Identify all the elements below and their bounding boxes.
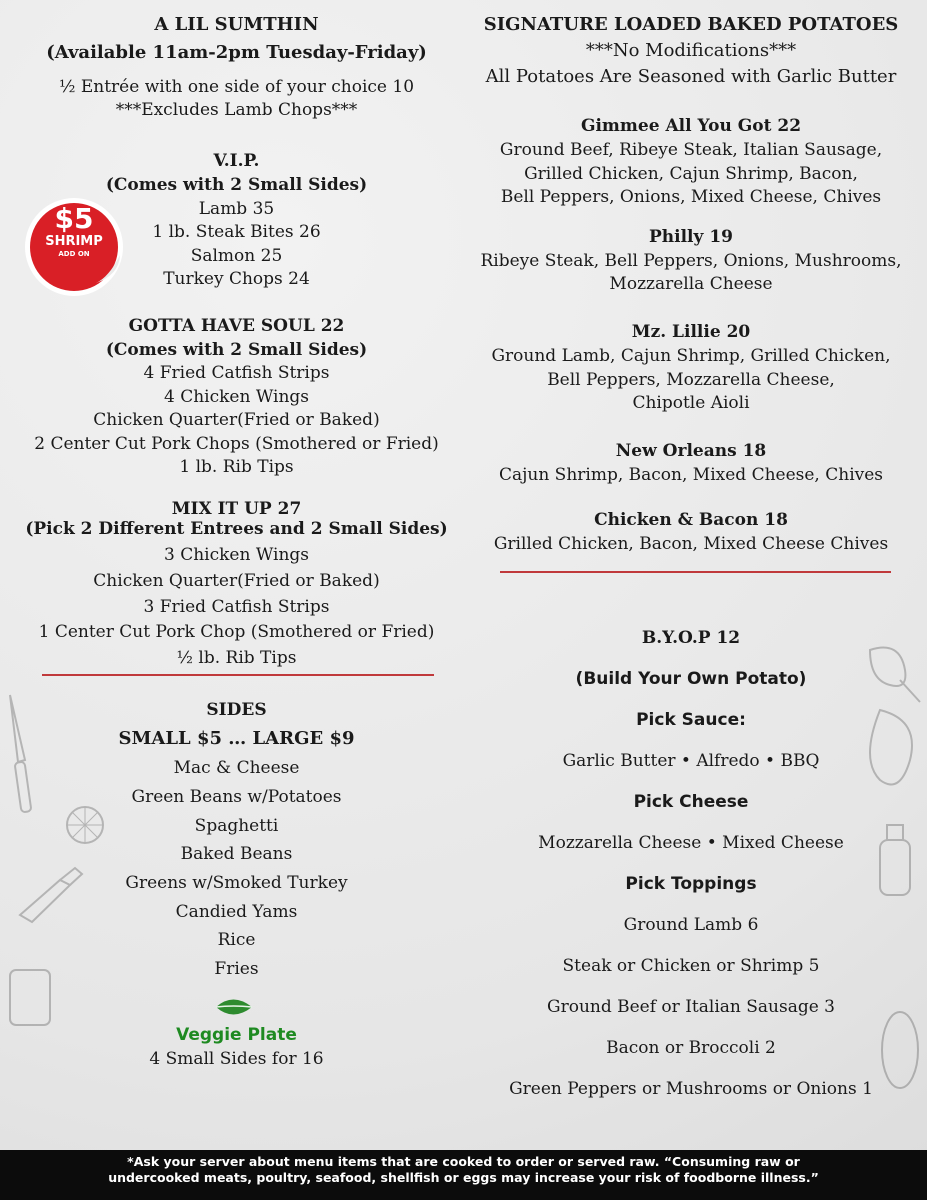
byop-sauce-label: Pick Sauce: (636, 710, 746, 730)
potato-desc: Grilled Chicken, Bacon, Mixed Cheese Chives (493, 534, 889, 554)
vip-item: Salmon 25 (190, 246, 283, 266)
byop-topping: Ground Beef or Italian Sausage 3 (547, 997, 835, 1017)
byop-topping: Green Peppers or Mushrooms or Onions 1 (509, 1079, 873, 1099)
potato-desc: Ribeye Steak, Bell Peppers, Onions, Mushrooms, (480, 251, 902, 271)
byop-cheese-label: Pick Cheese (633, 792, 749, 812)
disclaimer-line: *Ask your server about menu items that are cooked to order or served raw. “Consuming raw or (127, 1154, 800, 1169)
soul-item: 4 Fried Catfish Strips (143, 363, 330, 383)
sides-price: SMALL $5 … LARGE $9 (118, 728, 355, 749)
vip-subtitle: (Comes with 2 Small Sides) (105, 175, 368, 195)
badge-word: SHRIMP (45, 234, 103, 249)
sides-title: SIDES (206, 700, 267, 720)
potatoes-title: SIGNATURE LOADED BAKED POTATOES (483, 14, 899, 35)
soul-item: 4 Chicken Wings (163, 387, 309, 407)
potatoes-note: ***No Modifications*** (585, 40, 797, 61)
byop-topping: Steak or Chicken or Shrimp 5 (562, 956, 820, 976)
section-divider (500, 571, 891, 573)
side-item: Green Beans w/Potatoes (131, 787, 342, 807)
soul-item: 1 lb. Rib Tips (179, 457, 294, 477)
potato-desc: Mozzarella Cheese (609, 274, 773, 294)
lil-sumthin-title: A LIL SUMTHIN (154, 14, 319, 35)
mix-subtitle: (Pick 2 Different Entrees and 2 Small Sides) (25, 519, 448, 539)
soul-item: 2 Center Cut Pork Chops (Smothered or Fried) (34, 434, 439, 454)
potato-title: Chicken & Bacon 18 (594, 510, 788, 530)
shrimp-add-on-badge (24, 197, 124, 297)
veggie-plate-title: Veggie Plate (176, 1025, 297, 1045)
lil-sumthin-note: ***Excludes Lamb Chops*** (115, 100, 358, 120)
mix-item: Chicken Quarter(Fried or Baked) (93, 571, 380, 591)
byop-subtitle: (Build Your Own Potato) (575, 669, 807, 689)
side-item: Candied Yams (175, 902, 298, 922)
potato-desc: Chipotle Aioli (632, 393, 750, 413)
potato-desc: Bell Peppers, Onions, Mixed Cheese, Chives (500, 187, 882, 207)
vip-item: 1 lb. Steak Bites 26 (152, 222, 321, 242)
soul-title: GOTTA HAVE SOUL 22 (128, 316, 345, 336)
vip-item: Turkey Chops 24 (163, 269, 310, 289)
potato-title: Mz. Lillie 20 (631, 322, 751, 342)
potato-title: New Orleans 18 (615, 441, 767, 461)
byop-topping: Bacon or Broccoli 2 (606, 1038, 776, 1058)
potato-desc: Bell Peppers, Mozzarella Cheese, (547, 370, 835, 390)
potatoes-note2: All Potatoes Are Seasoned with Garlic Butter (485, 66, 897, 87)
allergy-disclaimer-footer (0, 1150, 927, 1200)
vip-title: V.I.P. (213, 151, 260, 171)
mix-item: 3 Fried Catfish Strips (143, 597, 330, 617)
side-item: Mac & Cheese (173, 758, 300, 778)
section-divider (42, 674, 434, 676)
side-item: Greens w/Smoked Turkey (125, 873, 348, 893)
mix-item: 1 Center Cut Pork Chop (Smothered or Fried) (38, 622, 435, 642)
side-item: Spaghetti (194, 816, 279, 836)
byop-topping: Ground Lamb 6 (623, 915, 759, 935)
badge-price: $5 (54, 202, 94, 235)
byop-title: B.Y.O.P 12 (641, 628, 741, 648)
vip-item: Lamb 35 (198, 199, 275, 219)
side-item: Baked Beans (180, 844, 293, 864)
mix-title: MIX IT UP 27 (171, 499, 302, 519)
soul-subtitle: (Comes with 2 Small Sides) (105, 340, 368, 360)
byop-sauce-options: Garlic Butter • Alfredo • BBQ (562, 751, 820, 771)
potato-title: Gimmee All You Got 22 (580, 116, 802, 136)
potato-desc: Ground Beef, Ribeye Steak, Italian Sausage, (499, 140, 883, 160)
leaf-icon (213, 996, 255, 1018)
veggie-plate-desc: 4 Small Sides for 16 (149, 1049, 324, 1069)
byop-cheese-options: Mozzarella Cheese • Mixed Cheese (538, 833, 844, 853)
mix-item: 3 Chicken Wings (163, 545, 309, 565)
soul-item: Chicken Quarter(Fried or Baked) (93, 410, 380, 430)
potato-desc: Grilled Chicken, Cajun Shrimp, Bacon, (524, 164, 858, 184)
potato-desc: Cajun Shrimp, Bacon, Mixed Cheese, Chives (498, 465, 884, 485)
side-item: Rice (217, 930, 256, 950)
potato-desc: Ground Lamb, Cajun Shrimp, Grilled Chicken, (491, 346, 891, 366)
byop-toppings-label: Pick Toppings (625, 874, 757, 894)
disclaimer-line: undercooked meats, poultry, seafood, shellfish or eggs may increase your risk of foodborne illness.” (108, 1170, 819, 1185)
badge-sub: ADD ON (58, 250, 90, 258)
side-item: Fries (214, 959, 259, 979)
potato-title: Philly 19 (649, 227, 733, 247)
mix-item: ½ lb. Rib Tips (176, 648, 297, 668)
lil-sumthin-desc: ½ Entrée with one side of your choice 10 (58, 77, 415, 97)
lil-sumthin-availability: (Available 11am-2pm Tuesday-Friday) (46, 42, 427, 63)
